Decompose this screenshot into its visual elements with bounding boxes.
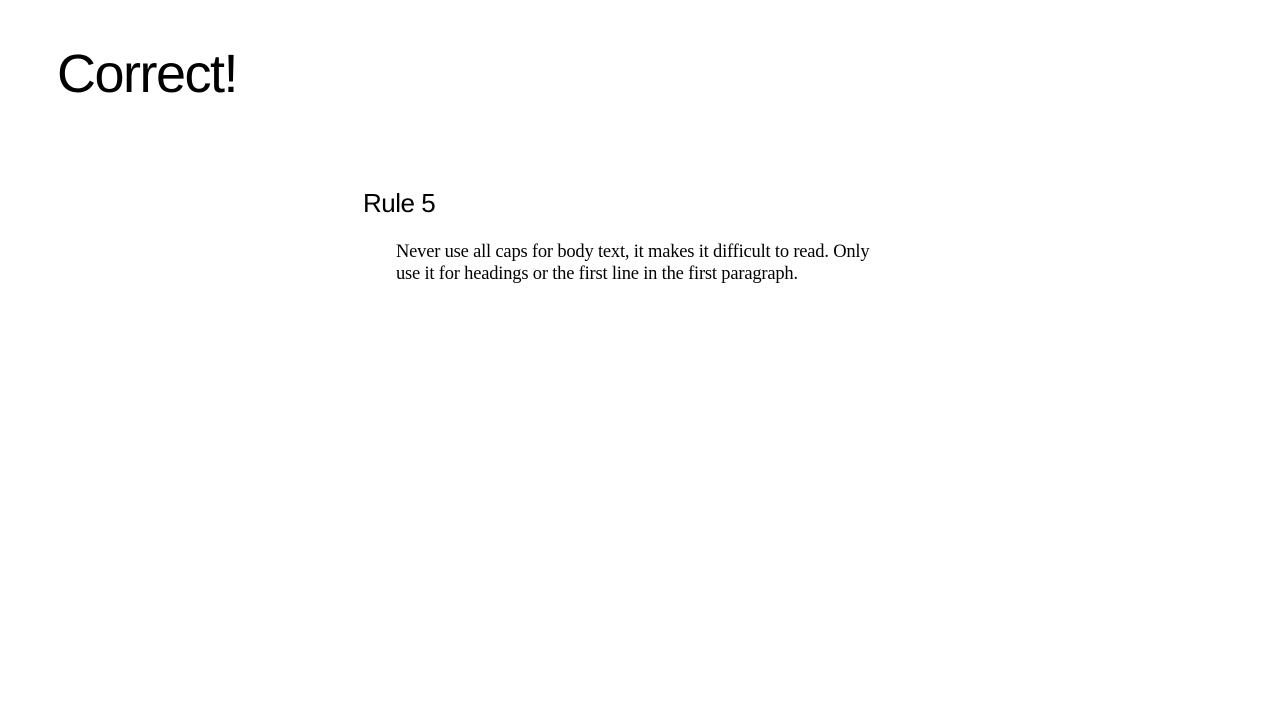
slide-title: Correct! [57,44,238,104]
rule-body-text: Never use all caps for body text, it makes it difficult to read. Only use it for headings or the first line in the first paragraph. [396,242,870,284]
rule-heading: Rule 5 [363,188,436,218]
